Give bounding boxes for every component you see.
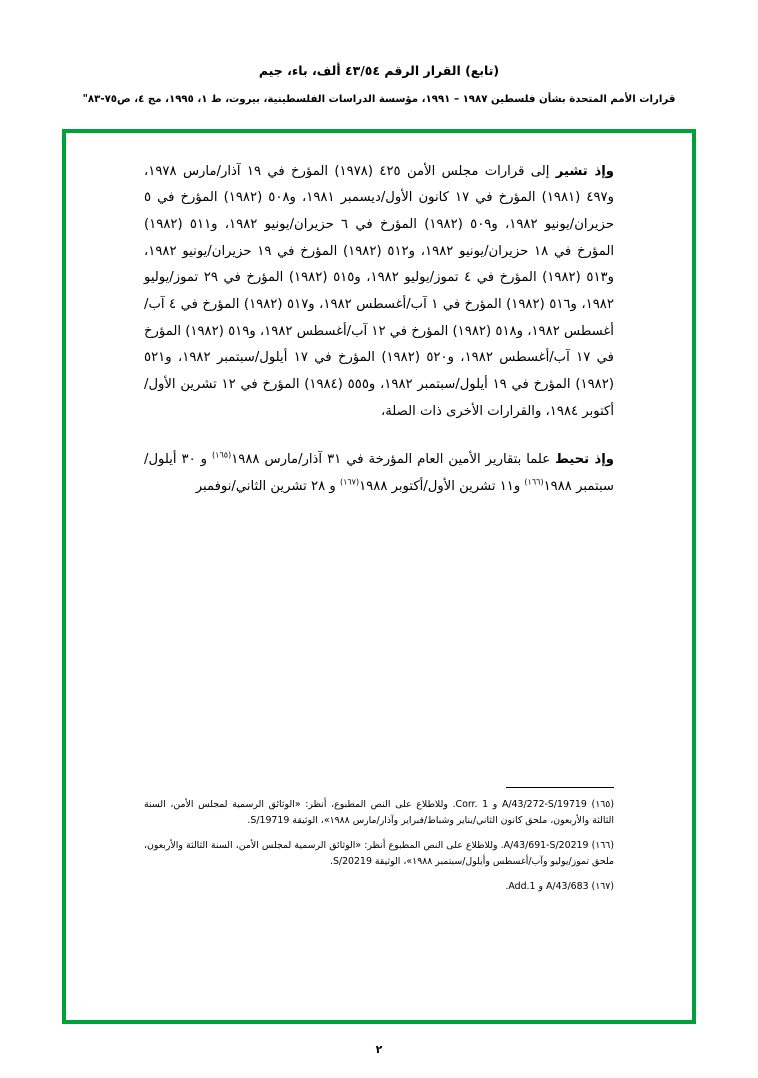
footnote-text-167: A/43/683 و Add.1. [505,881,592,893]
paragraph-text-2b: و ٣٠ أيلول/سبتمبر ١٩٨٨ [144,452,614,494]
footnote-166 [144,838,614,870]
footnote-separator [506,787,614,788]
footnote-text-165: A/43/272-S/19719 و Corr. 1. وللاطلاع على النص المطبوع، أنظر: «الوثائق الرسمية لمجلس الأمن، السنة الثالثة والأربعون، ملحق كانون الثاني/يناير وشباط/فبراير وآذار/مارس ١٩٨٨»، الوثيقة S/19719. [144,798,614,826]
paragraph-text-2d: و ٢٨ تشرين الثاني/نوفمبر [195,479,340,494]
footnote-marker-167: (١٦٧) [591,881,614,893]
paragraph-text-2a: علما بتقارير الأمين العام المؤرخة في ٣١ آذار/مارس ١٩٨٨ [231,452,556,468]
paragraph-taking-note [144,447,614,500]
paragraph-lead-1: وإذ تشير [555,163,614,179]
page-header [0,0,758,107]
paragraph-text-2c: و١١ تشرين الأول/أكتوبر ١٩٨٨ [359,479,525,494]
footnote-marker-165: (١٦٥) [591,798,614,810]
paragraph-lead-2: وإذ تحيط [555,452,614,468]
paragraph-recalling [144,159,614,426]
footnotes-section [144,787,614,905]
page-subtitle: قرارات الأمم المتحدة بشأن فلسطين ١٩٨٧ – ١٩٩١، مؤسسة الدراسات الفلسطينية، بيروت، ط ١، ١٩٩٥، مج ٤، ص٧٥-٨٣" [82,93,676,105]
page-number: ٢ [375,1043,383,1056]
footnote-ref-165[interactable]: (١٦٥) [212,450,232,460]
footnote-marker-166: (١٦٦) [591,840,615,852]
footnote-ref-166[interactable]: (١٦٦) [524,477,544,487]
body-content [66,159,692,1020]
content-frame [62,129,696,1024]
footnote-ref-167[interactable]: (١٦٧) [339,477,360,487]
footnote-167 [144,879,614,895]
footnote-165 [144,797,614,829]
page-title: (تابع) القرار الرقم ٤٣/٥٤ ألف، باء، جيم [258,63,500,78]
footnote-text-166: A/43/691-S/20219. وللاطلاع على النص المطبوع أنظر: «الوثائق الرسمية لمجلس الأمن، السنة الثالثة والأربعون، ملحق تموز/يوليو وآب/أغسطس وأيلول/سبتمبر ١٩٨٨»، الوثيقة S/20219. [144,840,614,868]
paragraph-text-1: إلى قرارات مجلس الأمن ٤٢٥ (١٩٧٨) المؤرخ في ١٩ آذار/مارس ١٩٧٨، و٤٩٧ (١٩٨١) المؤرخ في ١٧ كانون الأول/ديسمبر ١٩٨١، و٥٠٨ (١٩٨٢) المؤرخ في ٥ حزيران/يونيو ١٩٨٢، و٥٠٩ (١٩٨٢) المؤرخ في ٦ حزيران/يونيو ١٩٨٢، و٥١١ (١٩٨٢) المؤرخ في ١٨ حزيران/يونيو ١٩٨٢، و٥١٢ (١٩٨٢) المؤرخ في ١٩ حزيران/يونيو ١٩٨٢، و٥١٣ (١٩٨٢) المؤرخ في ٤ تموز/يوليو ١٩٨٢، و٥١٥ (١٩٨٢) المؤرخ في ٢٩ تموز/يوليو ١٩٨٢، و٥١٦ (١٩٨٢) المؤرخ في ١ آب/أغسطس ١٩٨٢، و٥١٧ (١٩٨٢) المؤرخ في ٤ آب/أغسطس ١٩٨٢، و٥١٨ (١٩٨٢) المؤرخ في ١٢ آب/أغسطس ١٩٨٢، و٥١٩ (١٩٨٢) المؤرخ في ١٧ آب/أغسطس ١٩٨٢، و٥٢٠ (١٩٨٢) المؤرخ في ١٧ أيلول/سبتمبر ١٩٨٢، و٥٢١ (١٩٨٢) المؤرخ في ١٩ أيلول/سبتمبر ١٩٨٢، و٥٥٥ (١٩٨٤) المؤرخ في ١٢ تشرين الأول/أكتوبر ١٩٨٤، والقرارات الأخرى ذات الصلة، [144,163,614,419]
